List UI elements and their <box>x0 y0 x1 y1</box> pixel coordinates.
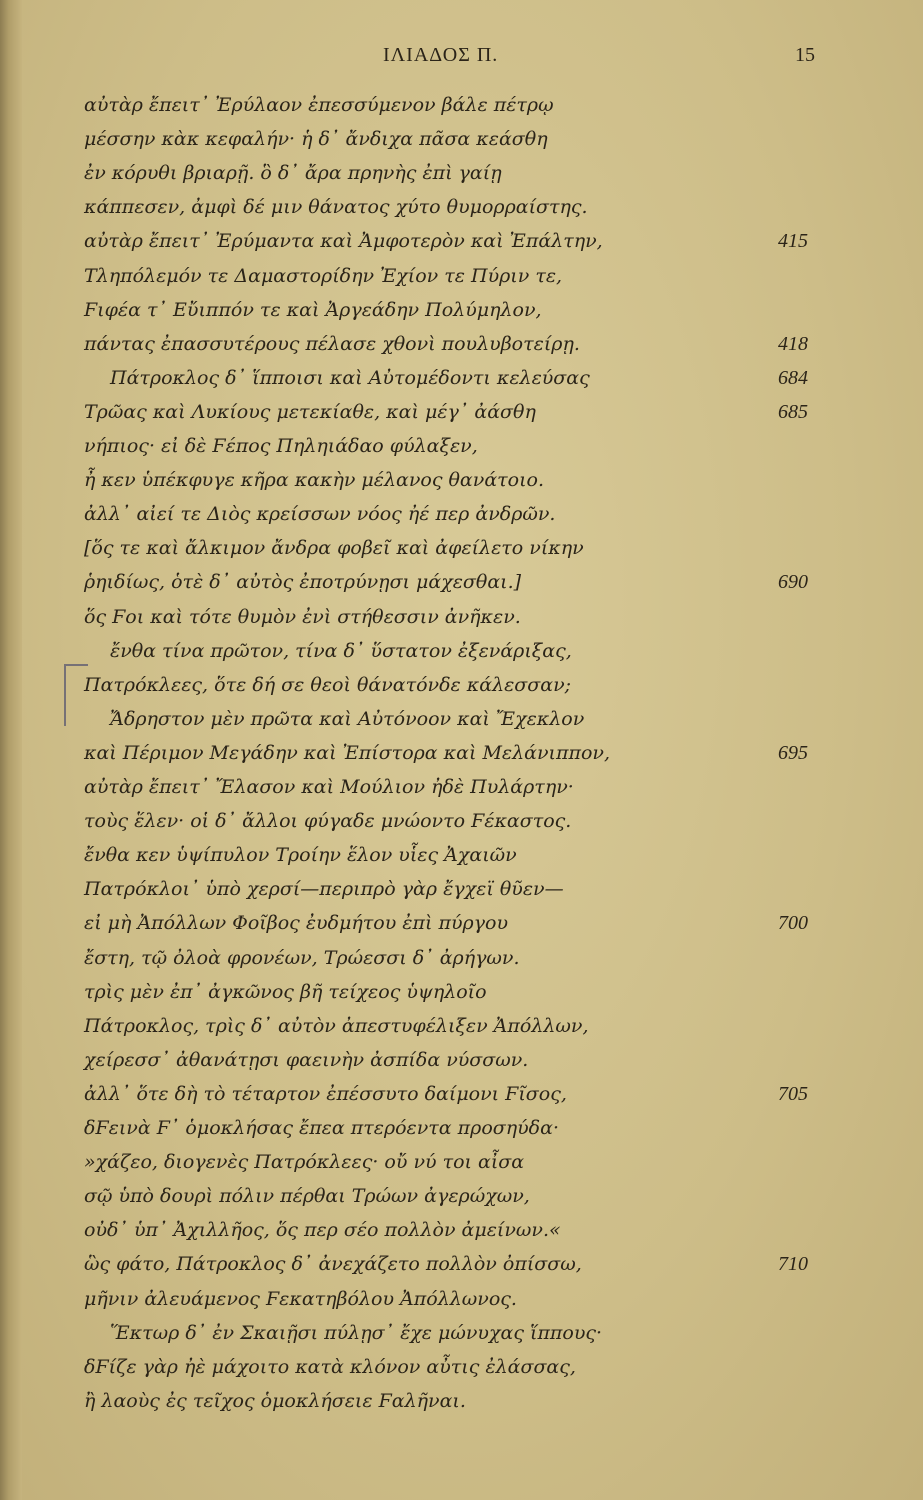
verse-line: ῥηιδίως, ὁτὲ δ᾽ αὐτὸς ἐποτρύνῃσι μάχεσθαι.] <box>84 571 522 594</box>
verse-line: ἀλλ᾽ ὅτε δὴ τὸ τέταρτον ἐπέσσυτο δαίμονι Ϝῖσος, <box>84 1082 567 1105</box>
verse-line: εἰ μὴ Ἀπόλλων Φοῖβος ἐυδμήτου ἐπὶ πύργου <box>84 912 509 935</box>
page-number: 15 <box>795 44 815 66</box>
verse-line: ἦ κεν ὑπέκφυγε κῆρα κακὴν μέλανος θανάτοιο. <box>84 469 545 492</box>
verse-line: Ἕκτωρ δ᾽ ἐν Σκαιῇσι πύλῃσ᾽ ἔχε μώνυχας ἵππους· <box>110 1321 603 1344</box>
verse-line: ἐν κόρυθι βριαρῇ. ὃ δ᾽ ἄρα πρηνὴς ἐπὶ γαίῃ <box>84 162 502 185</box>
line-number: 700 <box>778 912 808 935</box>
verse-line: Πάτροκλος δ᾽ ἵπποισι καὶ Αὐτομέδοντι κελεύσας <box>110 366 590 389</box>
verse-line: ἢ λαοὺς ἐς τεῖχος ὁμοκλήσειε Ϝαλῆναι. <box>84 1389 466 1412</box>
verse-line: Ϝιφέα τ᾽ Εὔιππόν τε καὶ Ἀργεάδην Πολύμηλον, <box>84 298 542 321</box>
verse-line: πάντας ἐπασσυτέρους πέλασε χθονὶ πουλυβοτείρῃ. <box>84 332 580 355</box>
verse-line: ἀλλ᾽ αἰεί τε Διὸς κρείσσων νόος ἠέ περ ἀνδρῶν. <box>84 503 556 526</box>
verse-line: καὶ Πέριμον Μεγάδην καὶ Ἐπίστορα καὶ Μελάνιππον, <box>84 741 610 764</box>
verse-line: αὐτὰρ ἔπειτ᾽ Ἐρύμαντα καὶ Ἀμφοτερὸν καὶ Ἐπάλτην, <box>84 230 603 253</box>
line-number: 695 <box>778 741 808 764</box>
verse-line: δϜεινὰ Ϝ᾽ ὁμοκλήσας ἔπεα πτερόεντα προσηύδα· <box>84 1117 559 1139</box>
verse-line: [ὅς τε καὶ ἄλκιμον ἄνδρα φοβεῖ καὶ ἀφείλετο νίκην <box>84 537 584 560</box>
line-number: 690 <box>778 571 808 594</box>
verse-line: σῷ ὑπὸ δουρὶ πόλιν πέρθαι Τρώων ἀγερώχων, <box>84 1185 530 1208</box>
verse-line: ἔστη, τῷ ὀλοὰ φρονέων, Τρώεσσι δ᾽ ἀρήγων. <box>84 946 520 969</box>
verse-line: Πατρόκλοι᾽ ὑπὸ χερσί—περιπρὸ γὰρ ἔγχεϊ θῦεν— <box>84 878 564 901</box>
verse-line: ὅς Ϝοι καὶ τότε θυμὸν ἐνὶ στήθεσσιν ἀνῆκεν. <box>84 605 521 628</box>
verse-line: Τληπόλεμόν τε Δαμαστορίδην Ἐχίον τε Πύριν τε, <box>84 264 563 287</box>
verse-line: χείρεσσ᾽ ἀθανάτῃσι φαεινὴν ἀσπίδα νύσσων. <box>84 1048 529 1071</box>
verse-line: Πάτροκλος, τρὶς δ᾽ αὐτὸν ἀπεστυφέλιξεν Ἀπόλλων, <box>84 1014 589 1037</box>
verse-line: μέσσην κὰκ κεφαλήν· ἡ δ᾽ ἄνδιχα πᾶσα κεάσθη <box>84 128 548 151</box>
verse-line: δϜίζε γὰρ ἠὲ μάχοιτο κατὰ κλόνον αὖτις ἐλάσσας, <box>84 1355 576 1378</box>
line-number: 418 <box>778 332 808 355</box>
verse-line: οὐδ᾽ ὑπ᾽ Ἀχιλλῆος, ὅς περ σέο πολλὸν ἀμείνων.« <box>84 1219 561 1242</box>
line-number: 710 <box>778 1253 808 1276</box>
pencil-bracket-mark <box>64 664 88 726</box>
line-number: 415 <box>778 230 808 253</box>
verse-line: αὐτὰρ ἔπειτ᾽ Ἐρύλαον ἐπεσσύμενον βάλε πέτρῳ <box>84 94 554 116</box>
verse-line: νήπιος· εἰ δὲ Ϝέπος Πηληιάδαο φύλαξεν, <box>84 435 478 457</box>
line-number: 684 <box>778 366 808 389</box>
line-number: 705 <box>778 1082 808 1105</box>
verse-line: μῆνιν ἀλευάμενος Ϝεκατηβόλου Ἀπόλλωνος. <box>84 1287 517 1310</box>
verse-line: αὐτὰρ ἔπειτ᾽ Ἔλασον καὶ Μούλιον ἠδὲ Πυλάρτην· <box>84 776 574 798</box>
verse-line: τοὺς ἕλεν· οἱ δ᾽ ἄλλοι φύγαδε μνώοντο Ϝέκαστος. <box>84 810 572 833</box>
verse-line: τρὶς μὲν ἐπ᾽ ἀγκῶνος βῆ τείχεος ὑψηλοῖο <box>84 980 487 1003</box>
verse-line: Τρῶας καὶ Λυκίους μετεκίαθε, καὶ μέγ᾽ ἀάσθη <box>84 400 536 423</box>
verse-line: Πατρόκλεες, ὅτε δή σε θεοὶ θάνατόνδε κάλεσσαν; <box>84 673 572 696</box>
verse-line: Ἄδρηστον μὲν πρῶτα καὶ Αὐτόνοον καὶ Ἔχεκλον <box>110 707 585 730</box>
line-number: 685 <box>778 400 808 423</box>
verse-line: »χάζεο, διογενὲς Πατρόκλεες· οὔ νύ τοι αἶσα <box>84 1151 525 1174</box>
running-title: ΙΛΙΑΔΟΣ Π. <box>383 44 499 66</box>
verse-line: ἔνθα τίνα πρῶτον, τίνα δ᾽ ὕστατον ἐξενάριξας, <box>110 639 572 662</box>
verse-line: ἔνθα κεν ὑψίπυλον Τροίην ἕλον υἷες Ἀχαιῶν <box>84 844 517 867</box>
verse-line: ὣς φάτο, Πάτροκλος δ᾽ ἀνεχάζετο πολλὸν ὀπίσσω, <box>84 1253 582 1276</box>
verse-line: κάππεσεν, ἀμφὶ δέ μιν θάνατος χύτο θυμορραίστης. <box>84 196 588 219</box>
